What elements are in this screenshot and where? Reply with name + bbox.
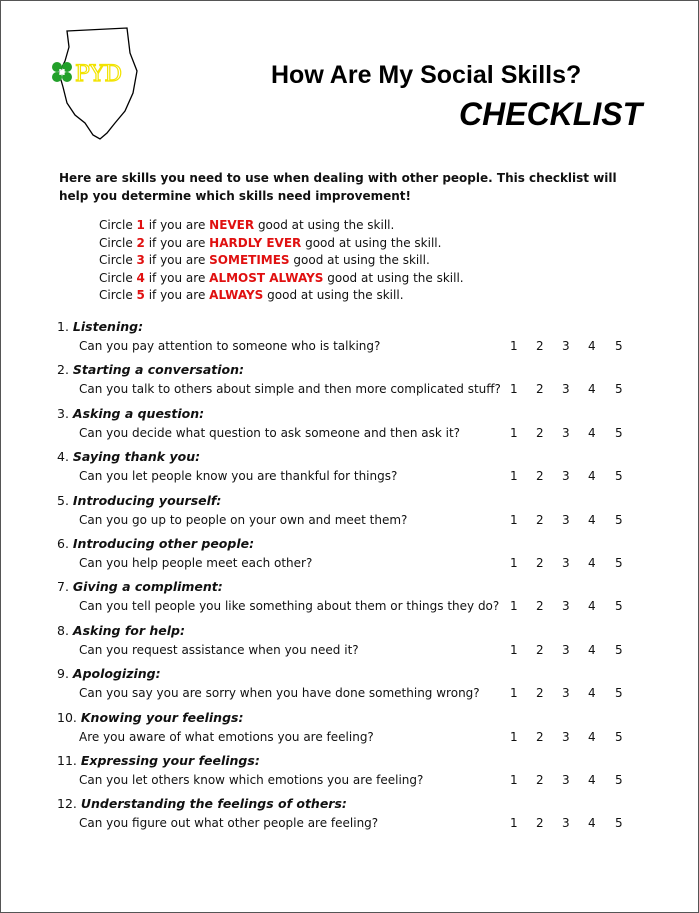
skills-list	[57, 319, 657, 840]
skill-number: 4.	[57, 449, 73, 465]
skill-item	[57, 710, 657, 753]
scale-pre: Circle	[99, 235, 137, 250]
rating-option-3[interactable]: 3	[562, 729, 570, 744]
rating-options	[57, 513, 657, 529]
page-title: How Are My Social Skills?	[271, 61, 582, 89]
skill-item	[57, 536, 657, 579]
skill-question: Can you say you are sorry when you have done something wrong?	[79, 686, 480, 701]
scale-post: good at using the skill.	[323, 270, 464, 285]
rating-option-1[interactable]: 1	[510, 425, 518, 440]
skill-title	[57, 449, 200, 464]
rating-option-4[interactable]: 4	[588, 686, 596, 701]
skill-question: Can you let others know which emotions you are feeling?	[79, 772, 424, 787]
scale-mid: if you are	[144, 218, 210, 232]
scale-mid: if you are	[144, 235, 210, 250]
rating-option-5[interactable]: 5	[615, 339, 623, 353]
skill-item	[57, 579, 657, 622]
skill-name: Giving a compliment:	[72, 579, 223, 595]
rating-option-3[interactable]: 3	[562, 599, 570, 614]
rating-options	[57, 773, 657, 789]
scale-mid: if you are	[144, 270, 210, 285]
skill-number: 8.	[57, 622, 73, 638]
skill-question: Can you help people meet each other?	[79, 555, 313, 570]
skill-name: Asking for help:	[72, 622, 185, 638]
rating-option-2[interactable]: 2	[536, 599, 544, 614]
rating-options	[57, 643, 657, 659]
skill-item	[57, 666, 657, 709]
scale-word: SOMETIMES	[209, 253, 290, 268]
rating-option-4[interactable]: 4	[588, 382, 596, 397]
rating-option-3[interactable]: 3	[562, 816, 570, 831]
scale-post: good at using the skill.	[301, 235, 442, 250]
rating-option-4[interactable]: 4	[588, 816, 596, 831]
rating-option-5[interactable]: 5	[615, 469, 623, 484]
rating-option-5[interactable]: 5	[615, 686, 623, 701]
rating-options	[57, 816, 657, 832]
scale-line-2	[99, 235, 464, 253]
skill-name: Listening:	[72, 319, 144, 334]
rating-option-1[interactable]: 1	[510, 339, 518, 353]
rating-option-5[interactable]: 5	[615, 816, 623, 831]
skill-question: Can you pay attention to someone who is talking?	[79, 339, 381, 353]
skill-question: Can you figure out what other people are feeling?	[79, 816, 379, 831]
rating-options	[57, 730, 657, 746]
rating-option-2[interactable]: 2	[536, 772, 544, 787]
skill-title	[57, 493, 221, 508]
rating-option-1[interactable]: 1	[510, 686, 518, 701]
rating-option-4[interactable]: 4	[588, 339, 596, 353]
page-subtitle: CHECKLIST	[459, 96, 643, 132]
rating-options	[57, 469, 657, 485]
rating-option-4[interactable]: 4	[588, 599, 596, 614]
scale-word: ALMOST ALWAYS	[209, 270, 324, 285]
rating-option-4[interactable]: 4	[588, 642, 596, 657]
scale-word: HARDLY EVER	[209, 235, 302, 250]
scale-num: 3	[136, 253, 145, 268]
rating-option-1[interactable]: 1	[510, 642, 518, 657]
scale-num: 1	[136, 218, 145, 232]
rating-option-3[interactable]: 3	[562, 425, 570, 440]
skill-number: 7.	[57, 579, 73, 595]
rating-option-2[interactable]: 2	[536, 339, 544, 353]
rating-option-1[interactable]: 1	[510, 469, 518, 484]
skill-title	[57, 796, 347, 811]
rating-option-5[interactable]: 5	[615, 512, 623, 527]
rating-option-3[interactable]: 3	[562, 772, 570, 787]
rating-options	[57, 599, 657, 615]
rating-option-1[interactable]: 1	[510, 772, 518, 787]
skill-title	[57, 666, 161, 681]
scale-pre: Circle	[99, 270, 137, 285]
scale-line-3	[99, 252, 464, 270]
skill-title	[57, 362, 244, 377]
rating-option-5[interactable]: 5	[615, 382, 623, 397]
four-leaf-clover-icon	[52, 62, 72, 82]
rating-options	[57, 382, 657, 398]
rating-option-5[interactable]: 5	[615, 772, 623, 787]
rating-option-3[interactable]: 3	[562, 686, 570, 701]
rating-option-3[interactable]: 3	[562, 382, 570, 397]
rating-option-5[interactable]: 5	[615, 599, 623, 614]
skill-question: Can you tell people you like something about them or things they do?	[79, 599, 500, 614]
rating-option-1[interactable]: 1	[510, 382, 518, 397]
scale-mid: if you are	[144, 253, 210, 268]
skill-name: Asking a question:	[72, 405, 205, 421]
skill-item	[57, 493, 657, 536]
rating-options	[57, 426, 657, 442]
skill-name: Introducing other people:	[72, 535, 255, 551]
rating-option-2[interactable]: 2	[536, 729, 544, 744]
scale-line-5	[99, 287, 464, 305]
skill-title	[57, 319, 143, 334]
illinois-4h-pyd-logo	[45, 23, 145, 143]
rating-option-2[interactable]: 2	[536, 425, 544, 440]
scale-post: good at using the skill.	[254, 218, 395, 232]
skill-item	[57, 362, 657, 405]
skill-name: Starting a conversation:	[72, 362, 245, 378]
skill-title	[57, 536, 254, 551]
rating-option-1[interactable]: 1	[510, 599, 518, 614]
skill-title	[57, 579, 223, 594]
skill-title	[57, 406, 204, 421]
skill-item	[57, 796, 657, 839]
rating-options	[57, 686, 657, 702]
scale-pre: Circle	[99, 218, 137, 232]
rating-scale-legend	[99, 217, 464, 305]
scale-pre: Circle	[99, 253, 137, 268]
scale-post: good at using the skill.	[289, 253, 430, 268]
pyd-logo-text: PYD	[75, 62, 122, 87]
rating-option-3[interactable]: 3	[562, 339, 570, 353]
rating-option-4[interactable]: 4	[588, 555, 596, 570]
rating-option-5[interactable]: 5	[615, 425, 623, 440]
skill-title	[57, 753, 260, 768]
scale-post: good at using the skill.	[263, 288, 404, 303]
skill-question: Can you go up to people on your own and meet them?	[79, 512, 408, 527]
skill-number: 1.	[57, 319, 73, 334]
rating-option-3[interactable]: 3	[562, 512, 570, 527]
scale-num: 5	[136, 288, 145, 303]
rating-option-1[interactable]: 1	[510, 555, 518, 570]
rating-option-2[interactable]: 2	[536, 469, 544, 484]
rating-option-3[interactable]: 3	[562, 555, 570, 570]
scale-word: ALWAYS	[209, 288, 264, 303]
scale-line-1	[99, 217, 464, 235]
skill-number: 5.	[57, 492, 73, 508]
rating-option-2[interactable]: 2	[536, 512, 544, 527]
rating-option-4[interactable]: 4	[588, 469, 596, 484]
rating-option-4[interactable]: 4	[588, 729, 596, 744]
rating-option-3[interactable]: 3	[562, 642, 570, 657]
svg-text:H: H	[58, 68, 66, 77]
skill-title	[57, 623, 185, 638]
skill-title	[57, 710, 243, 725]
skill-question: Can you decide what question to ask someone and then ask it?	[79, 425, 461, 440]
skill-name: Introducing yourself:	[72, 492, 222, 508]
skill-name: Understanding the feelings of others:	[80, 796, 347, 812]
rating-option-2[interactable]: 2	[536, 686, 544, 701]
rating-option-2[interactable]: 2	[536, 642, 544, 657]
scale-pre: Circle	[99, 288, 137, 303]
rating-option-4[interactable]: 4	[588, 772, 596, 787]
rating-option-5[interactable]: 5	[615, 642, 623, 657]
skill-question: Can you talk to others about simple and then more complicated stuff?	[79, 382, 501, 397]
skill-item	[57, 406, 657, 449]
skill-number: 12.	[57, 796, 81, 812]
rating-option-5[interactable]: 5	[615, 729, 623, 744]
skill-name: Saying thank you:	[72, 449, 201, 465]
rating-option-1[interactable]: 1	[510, 729, 518, 744]
skill-question: Can you request assistance when you need it?	[79, 642, 359, 657]
rating-option-2[interactable]: 2	[536, 555, 544, 570]
scale-line-4	[99, 270, 464, 288]
skill-name: Expressing your feelings:	[80, 752, 260, 768]
skill-item	[57, 319, 657, 362]
scale-num: 2	[136, 235, 145, 250]
rating-options	[57, 339, 657, 355]
skill-name: Apologizing:	[72, 666, 161, 682]
rating-options	[57, 556, 657, 572]
skill-number: 2.	[57, 362, 73, 378]
skill-number: 11.	[57, 752, 81, 768]
skill-number: 6.	[57, 535, 73, 551]
rating-option-4[interactable]: 4	[588, 425, 596, 440]
skill-item	[57, 449, 657, 492]
rating-option-2[interactable]: 2	[536, 816, 544, 831]
skill-number: 10.	[57, 709, 81, 725]
intro-text: Here are skills you need to use when dealing with other people. This checklist will help you determine which skills need improvement!	[59, 171, 617, 203]
skill-question: Can you let people know you are thankful for things?	[79, 469, 398, 484]
scale-word: NEVER	[209, 218, 255, 232]
skill-item	[57, 623, 657, 666]
skill-number: 3.	[57, 405, 73, 421]
rating-option-5[interactable]: 5	[615, 555, 623, 570]
skill-item	[57, 753, 657, 796]
scale-num: 4	[136, 270, 145, 285]
rating-option-4[interactable]: 4	[588, 512, 596, 527]
skill-name: Knowing your feelings:	[80, 709, 244, 725]
scale-mid: if you are	[144, 288, 210, 303]
skill-question: Are you aware of what emotions you are feeling?	[79, 729, 374, 744]
skill-number: 9.	[57, 666, 73, 682]
rating-option-3[interactable]: 3	[562, 469, 570, 484]
rating-option-1[interactable]: 1	[510, 816, 518, 831]
rating-option-2[interactable]: 2	[536, 382, 544, 397]
rating-option-1[interactable]: 1	[510, 512, 518, 527]
